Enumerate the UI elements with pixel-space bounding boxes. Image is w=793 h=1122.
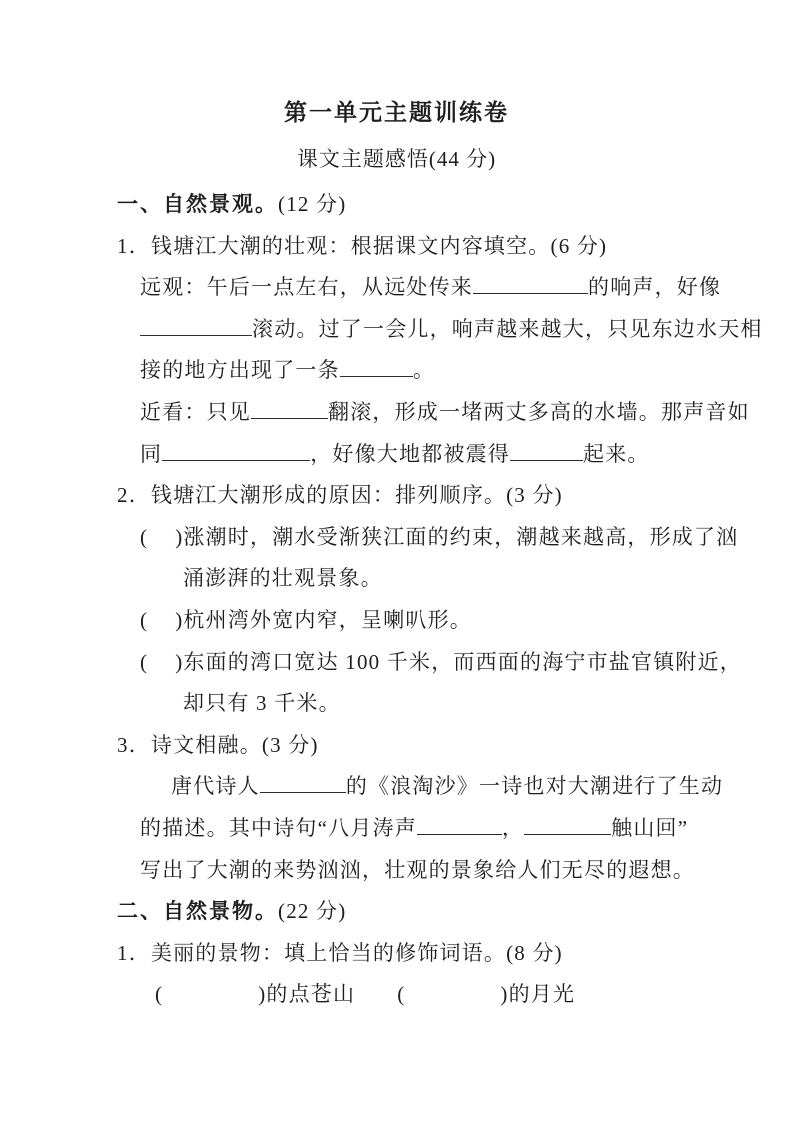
fill-in-blank	[251, 403, 328, 419]
q3-line-1	[0, 766, 793, 808]
q1-faraway-line-1	[0, 267, 793, 309]
text-run: 翻滚，形成一堵两丈多高的水墙。那声音如	[328, 399, 750, 424]
text-run: )的月光	[500, 982, 576, 1007]
q2-prompt	[0, 475, 793, 517]
section-2-heading	[0, 891, 793, 933]
text-run: (	[397, 982, 406, 1007]
fill-in-blank	[510, 445, 583, 461]
q2-item-2	[0, 600, 793, 642]
text-run: 写出了大潮的来势汹汹，壮观的景象给人们无尽的遐想。	[140, 857, 695, 882]
text-run: 远观：午后一点左右，从远处传来	[140, 275, 473, 300]
text-run: 触山回”	[611, 815, 689, 840]
text-run: 1．美丽的景物：填上恰当的修饰词语。(8 分)	[117, 940, 563, 965]
text-run: (12 分)	[278, 192, 347, 216]
text-run: ，	[501, 815, 525, 840]
text-run: 起来。	[583, 441, 650, 466]
fill-in-blank	[260, 777, 346, 793]
page-subtitle: 课文主题感悟(44 分)	[296, 147, 497, 171]
q1-near-line-1	[0, 392, 793, 434]
text-run: 的《浪淘沙》一诗也对大潮进行了生动	[345, 774, 724, 799]
q3-line-3	[0, 850, 793, 892]
text-run: (22 分)	[278, 899, 347, 924]
text-run: (	[140, 649, 149, 674]
section-1-heading	[0, 184, 793, 226]
text-run: 同	[140, 441, 163, 466]
fill-in-blank	[140, 320, 252, 336]
section-label: 一、自然景观。	[117, 193, 278, 216]
text-run: 的描述。其中诗句“八月涛声	[140, 815, 417, 840]
text-run: 2．钱塘江大潮形成的原因：排列顺序。(3 分)	[117, 483, 563, 508]
text-run: 却只有 3 千米。	[183, 691, 341, 716]
q1-near-line-2	[0, 434, 793, 476]
text-run: 滚动。过了一会儿，响声越来越大，只见东边水天相	[252, 316, 763, 341]
fill-in-blank	[473, 278, 588, 294]
text-run: (	[140, 524, 149, 549]
q3-line-2	[0, 808, 793, 850]
text-run: 的响声，好像	[588, 275, 722, 300]
q1-faraway-line-2	[0, 309, 793, 351]
section-label: 二、自然景物。	[117, 900, 278, 924]
s2-q1-blanks	[0, 974, 793, 1016]
q2-item-1-line-2	[0, 558, 793, 600]
fill-in-blank	[524, 819, 611, 835]
text-run: 近看：只见	[140, 399, 251, 424]
page-title: 第一单元主题训练卷	[284, 99, 509, 125]
s2-q1-prompt	[0, 933, 793, 975]
q2-item-1-line-1	[0, 517, 793, 559]
q2-item-3-line-2	[0, 683, 793, 725]
text-run: 接的地方出现了一条	[140, 358, 340, 383]
text-run: (	[140, 607, 149, 632]
text-run: ，好像大地都被震得	[310, 441, 511, 466]
q3-prompt	[0, 725, 793, 767]
text-run: )东面的湾口宽达 100 千米，而西面的海宁市盐官镇附近，	[175, 649, 742, 674]
text-run: )涨潮时，潮水受渐狭江面的约束，潮越来越高，形成了汹	[175, 524, 739, 549]
fill-in-blank	[162, 445, 310, 461]
q2-item-3-line-1	[0, 642, 793, 684]
text-run: (	[155, 982, 164, 1007]
text-run: 涌澎湃的壮观景象。	[183, 566, 383, 591]
text-run: )杭州湾外宽内窄，呈喇叭形。	[175, 607, 472, 632]
fill-in-blank	[417, 819, 502, 835]
text-run: 1．钱塘江大潮的壮观：根据课文内容填空。(6 分)	[117, 233, 608, 258]
q1-prompt	[0, 226, 793, 268]
q1-faraway-line-3	[0, 350, 793, 392]
text-run: 。	[412, 358, 436, 383]
fill-in-blank	[340, 361, 413, 377]
text-run: 3．诗文相融。(3 分)	[117, 732, 319, 757]
text-run: 唐代诗人	[171, 774, 260, 799]
document-lines	[0, 184, 793, 1016]
text-run: )的点苍山	[258, 982, 356, 1007]
